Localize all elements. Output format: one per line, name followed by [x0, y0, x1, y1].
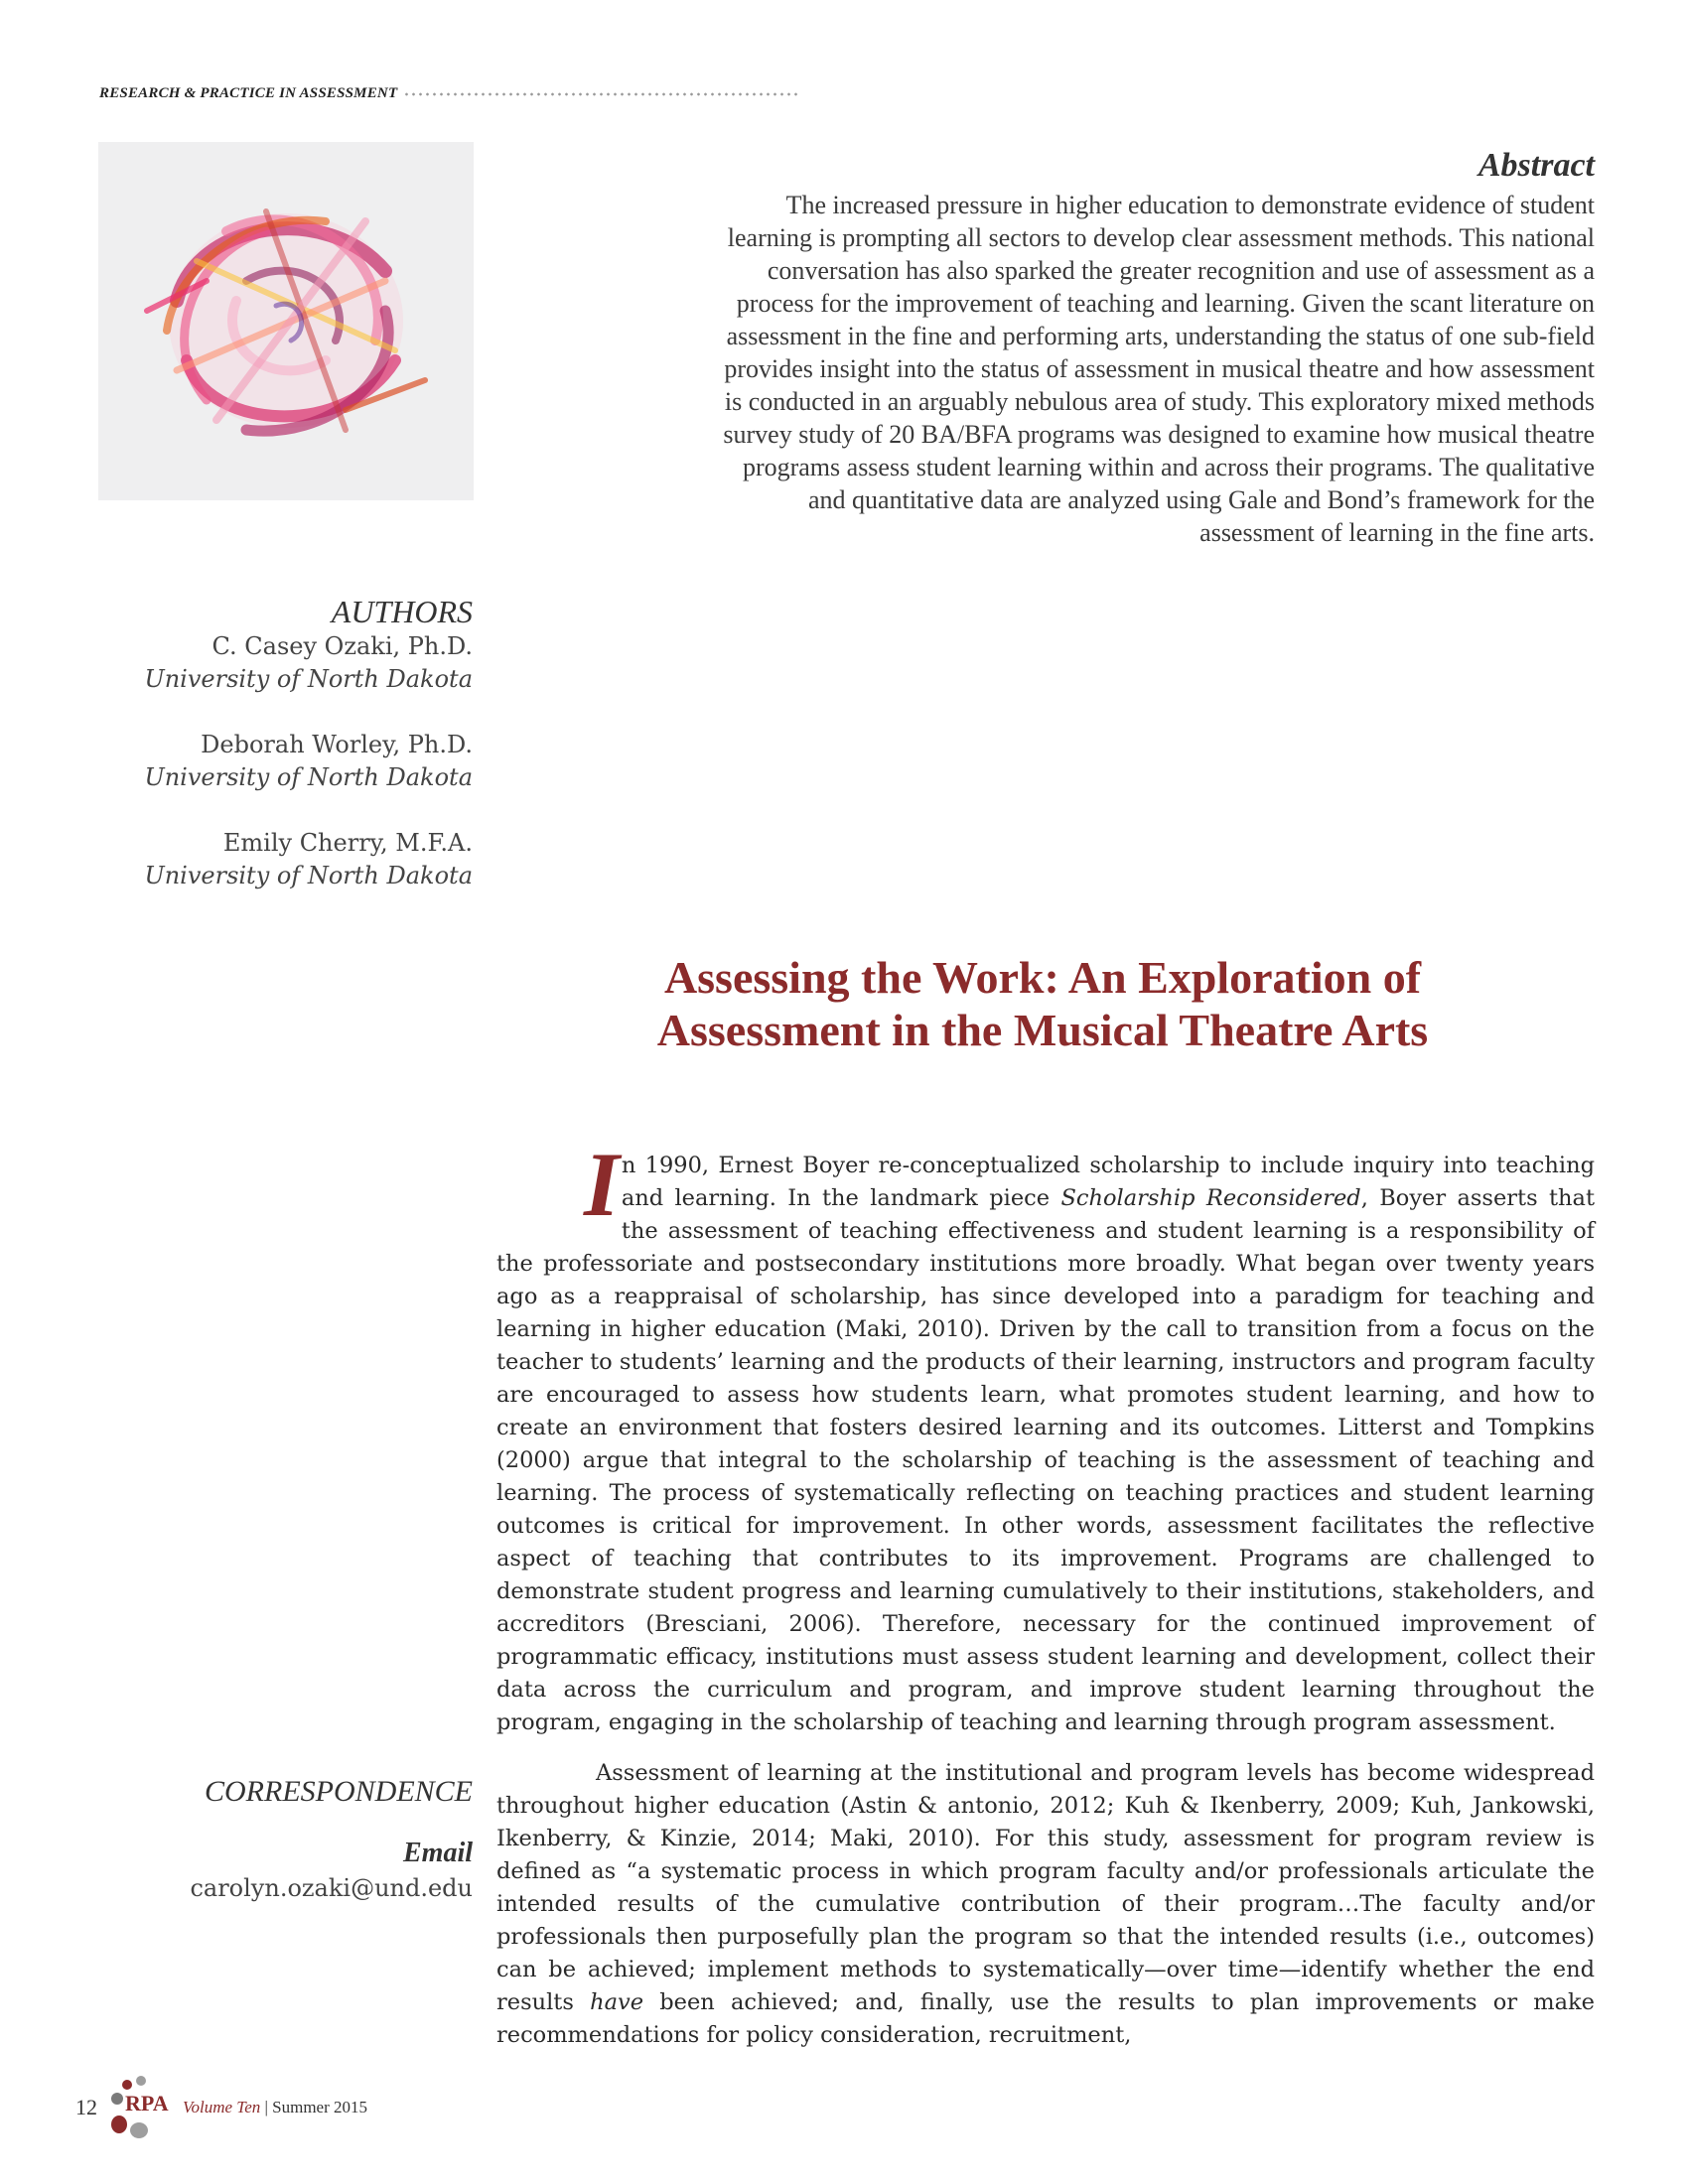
issue-volume: Volume Ten	[183, 2098, 261, 2116]
rpa-logo	[105, 2073, 173, 2142]
drop-cap: I	[584, 1134, 620, 1235]
author-entry	[99, 729, 473, 794]
page-number: 12	[75, 2095, 97, 2119]
body-p2-emphasis: have	[590, 1989, 644, 2015]
body-p2-text-a: Assessment of learning at the institutional and program levels has become widespread throughout higher education (Astin & antonio, 2012; Kuh & Ikenberry, 2009; Kuh, Jankowski, Ikenberry, & Kinzie, 2014; Maki, 2010). For this study, assessment for program review is defined as “a systematic process in which program faculty and/or professionals articulate the intended results of the cumulative contribution of their program…The faculty and/or professionals then purposefully plan the program so that the intended results (i.e., outcomes) can be achieved; implement methods to systematically—over time—identify whether the end results	[496, 1760, 1595, 2015]
authors-heading: AUTHORS	[331, 594, 473, 629]
body-p2-text-b: been achieved; and, finally, use the results to plan improvements or make recommendations for policy consideration, recruitment,	[496, 1989, 1595, 2048]
rpa-logo-icon	[105, 2073, 173, 2142]
author-affiliation: University of North Dakota	[144, 665, 473, 693]
issue-separator: |	[260, 2098, 273, 2116]
body-p1-text-b: , Boyer asserts that the assessment of teaching effectiveness and student learning is a responsibility of the professoriate and postsecondary institutions more broadly. What began over twenty years ago as a reappraisal of scholarship, has since developed into a paradigm for teaching and learning in higher education (Maki, 2010). Driven by the call to transition from a focus on the teacher to students’ learning and the products of their learning, instructors and program faculty are encouraged to assess how students learn, what promotes student learning, and how to create an environment that fosters desired learning and its outcomes. Litterst and Tompkins (2000) argue that integral to the scholarship of teaching is the assessment of teaching and learning. The process of systematically reflecting on teaching practices and student learning outcomes is critical for improvement. In other words, assessment facilitates the reflective aspect of teaching that contributes to its improvement. Programs are challenged to demonstrate student progress and learning cumulatively to their institutions, stakeholders, and accreditors (Bresciani, 2006). Therefore, necessary for the continued improvement of programmatic efficacy, institutions must assess student learning and development, collect their data across the curriculum and program, and improve student learning throughout the program, engaging in the scholarship of teaching and learning through program assessment.	[496, 1185, 1595, 1735]
correspondence-heading: CORRESPONDENCE	[205, 1775, 473, 1808]
author-name: Emily Cherry, M.F.A.	[222, 829, 473, 857]
abstract-section	[715, 147, 1595, 549]
abstract-art-image	[98, 142, 474, 500]
svg-text:RPA: RPA	[125, 2091, 169, 2116]
issue-season: Summer 2015	[272, 2098, 368, 2116]
author-affiliation: University of North Dakota	[144, 763, 473, 791]
running-head-text: RESEARCH & PRACTICE IN ASSESSMENT	[99, 85, 398, 101]
authors-section	[99, 593, 473, 925]
abstract-heading: Abstract	[1477, 147, 1595, 184]
author-name: Deborah Worley, Ph.D.	[201, 731, 473, 758]
body-p1-book-title: Scholarship Reconsidered	[1060, 1185, 1361, 1211]
email-label: Email	[402, 1838, 473, 1868]
article-title-line-1: Assessing the Work: An Exploration of	[663, 952, 1422, 1003]
author-name: C. Casey Ozaki, Ph.D.	[211, 632, 473, 660]
email-address[interactable]: carolyn.ozaki@und.edu	[190, 1874, 473, 1902]
page-footer	[75, 2073, 367, 2142]
issue-info	[183, 2098, 367, 2117]
author-entry	[99, 630, 473, 696]
body-paragraph-2	[496, 1757, 1595, 2052]
author-entry	[99, 827, 473, 892]
article-body	[496, 1134, 1595, 2052]
swirl-art-graphic	[98, 142, 474, 500]
abstract-text: The increased pressure in higher education to demonstrate evidence of student learning is prompting all sectors to develop clear assessment methods. This national conversation has also sparked the greater recognition and use of assessment as a process for the improvement of teaching and learning. Given the scant literature on assessment in the fine and performing arts, understanding the status of one sub-field provides insight into the status of assessment in musical theatre and how assessment is conducted in an arguably nebulous area of study. This exploratory mixed methods survey study of 20 BA/BFA programs was designed to examine how musical theatre programs assess student learning within and across their programs. The qualitative and quantitative data are analyzed using Gale and Bond’s framework for the assessment of learning in the fine arts.	[723, 191, 1595, 547]
running-head-dots	[403, 92, 800, 96]
article-title-line-2: Assessment in the Musical Theatre Arts	[656, 1005, 1429, 1055]
running-head	[99, 85, 800, 102]
body-paragraph-1	[496, 1134, 1595, 1739]
article-title	[496, 951, 1589, 1056]
body-p1-text-a: n 1990, Ernest Boyer re-conceptualized scholarship to include inquiry into teaching and learning. In the landmark piece	[621, 1153, 1595, 1211]
author-affiliation: University of North Dakota	[144, 862, 473, 889]
correspondence-section	[99, 1775, 473, 1906]
